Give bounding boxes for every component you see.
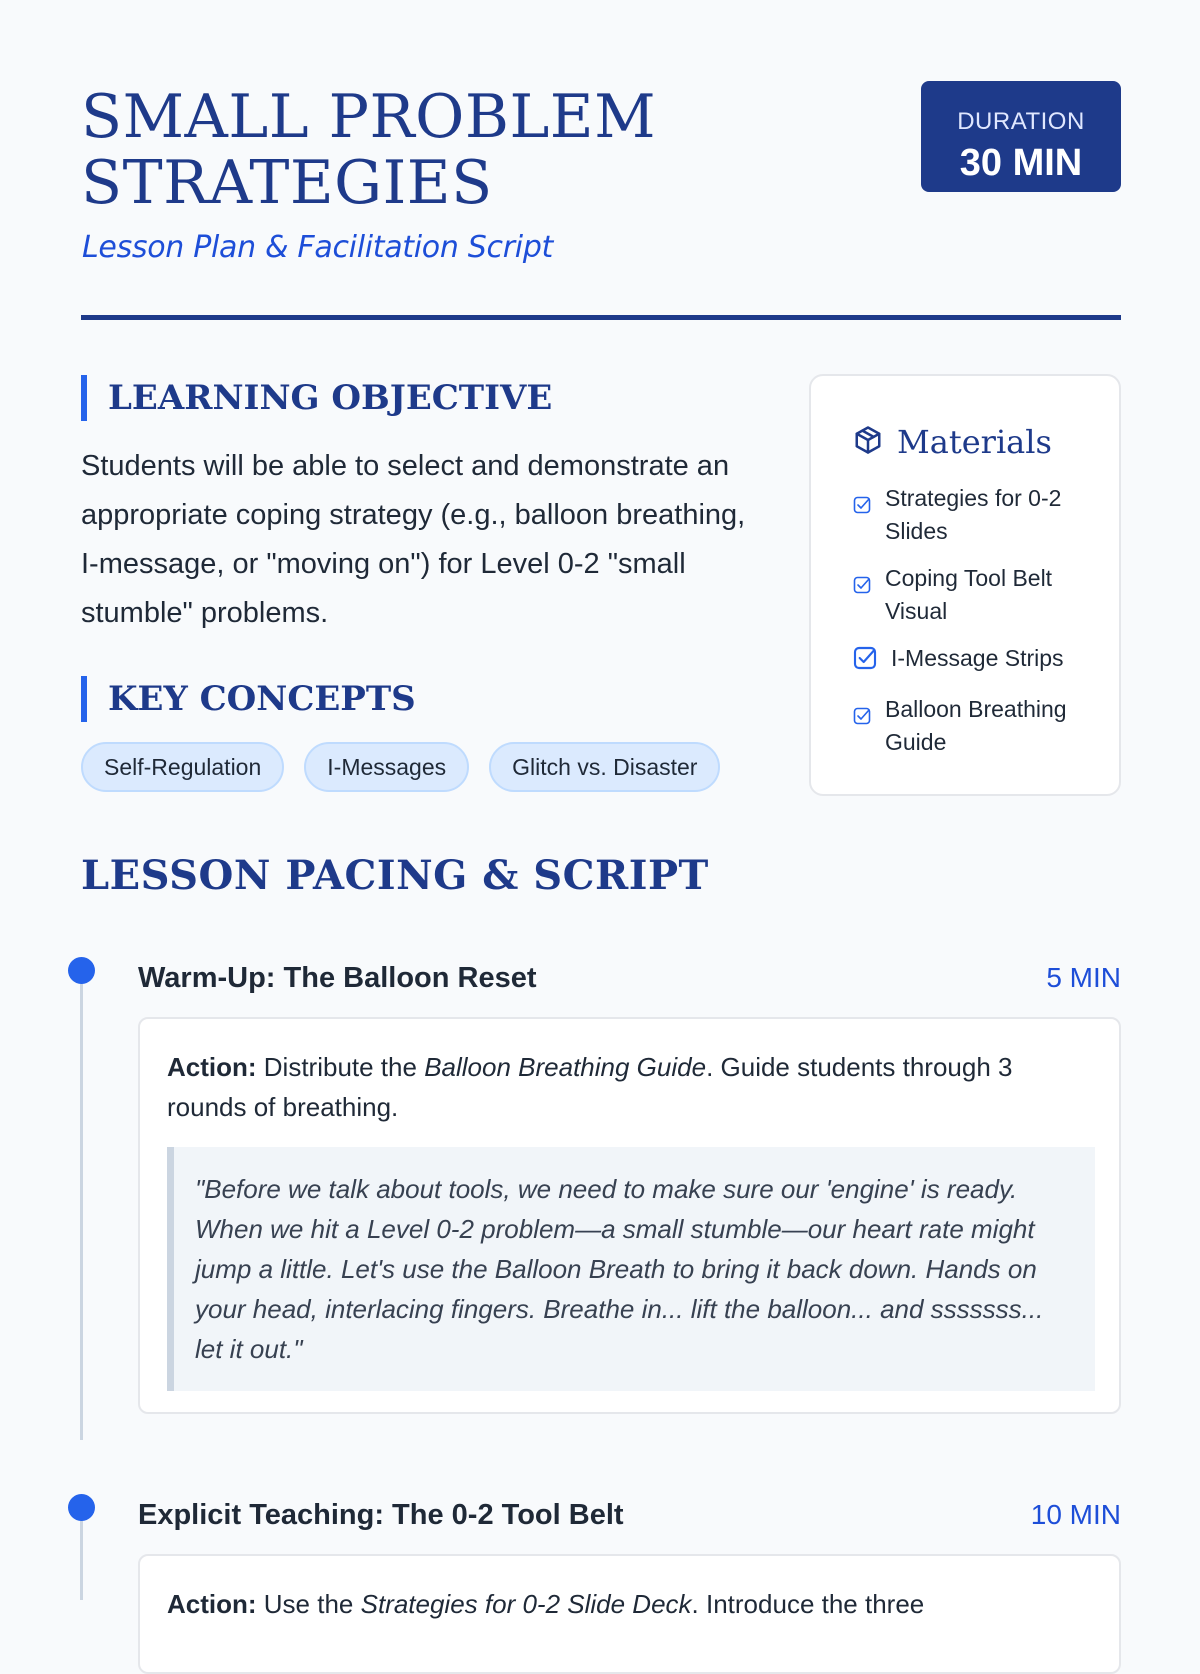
materials-list: [853, 482, 1103, 773]
action-text: Use the: [256, 1589, 361, 1619]
page-title: [81, 84, 781, 216]
action-label: Action:: [167, 1052, 257, 1082]
checkbox-icon: [853, 646, 877, 679]
material-item-label: I-Message Strips: [891, 645, 1064, 671]
step-title: Warm-Up: The Balloon Reset: [138, 962, 537, 994]
material-item-label: Balloon Breathing Guide: [885, 696, 1067, 755]
lesson-pacing-heading: LESSON PACING & SCRIPT: [81, 852, 709, 899]
materials-heading: Materials: [897, 423, 1052, 461]
duration-label: DURATION: [957, 108, 1085, 135]
duration-badge: [921, 81, 1121, 192]
key-concepts-heading: KEY CONCEPTS: [81, 676, 416, 722]
timeline-line: [80, 968, 83, 1440]
step-title: Explicit Teaching: The 0-2 Tool Belt: [138, 1499, 624, 1531]
action-text: . Introduce the three: [691, 1589, 925, 1619]
material-item: [853, 482, 1103, 548]
box-icon: [853, 425, 883, 460]
material-item-label: Strategies for 0-2 Slides: [885, 485, 1062, 544]
step-duration: 5 MIN: [1046, 962, 1121, 993]
materials-header: [853, 422, 1052, 462]
lesson-plan-page: [81, 0, 1121, 1619]
step-card: [138, 1554, 1121, 1674]
step-duration: 10 MIN: [1030, 1499, 1121, 1530]
timeline-dot: [68, 1494, 95, 1521]
action-material: Balloon Breathing Guide: [424, 1052, 707, 1082]
checkbox-icon: [853, 570, 871, 628]
duration-value: 30 MIN: [959, 142, 1083, 184]
step-card: [138, 1017, 1121, 1414]
checkbox-icon: [853, 490, 871, 548]
materials-card: [809, 374, 1121, 796]
learning-objective-heading: LEARNING OBJECTIVE: [81, 375, 552, 421]
page-subtitle: Lesson Plan & Facilitation Script: [82, 230, 554, 265]
timeline-dot: [68, 957, 95, 984]
concept-tag: Glitch vs. Disaster: [489, 742, 720, 792]
material-item: [853, 642, 1103, 679]
material-item-label: Coping Tool Belt Visual: [885, 565, 1053, 624]
action-material: Strategies for 0-2 Slide Deck: [360, 1589, 692, 1619]
learning-objective-text: Students will be able to select and demonstrate an appropriate coping strategy (e.g., balloon breathing, I-message, or "moving on") for Level 0-2 "small stumble" problems.: [81, 450, 746, 629]
concept-tag: I-Messages: [304, 742, 469, 792]
action-label: Action:: [167, 1589, 257, 1619]
header: [81, 84, 1121, 320]
material-item: [853, 693, 1103, 759]
material-item: [853, 562, 1103, 628]
concept-tags: [81, 742, 720, 792]
step-action: [167, 1047, 1087, 1127]
action-text: Distribute the: [256, 1052, 425, 1082]
title-line-1: SMALL PROBLEM: [81, 82, 657, 152]
checkbox-icon: [853, 701, 871, 759]
title-line-2: STRATEGIES: [81, 148, 493, 218]
concept-tag: Self-Regulation: [81, 742, 284, 792]
step-action: [167, 1584, 1087, 1624]
action-text: . Guide students through 3 rounds of breathing.: [167, 1052, 1013, 1122]
facilitation-script-quote: "Before we talk about tools, we need to make sure our 'engine' is ready. When we hit a Level 0-2 problem—a small stumble—our heart rate might jump a little. Let's use the Balloon Breath to bring it back down. Hands on your head, interlacing fingers. Breathe in... lift the balloon... and sssssss... let it out.": [167, 1147, 1095, 1391]
